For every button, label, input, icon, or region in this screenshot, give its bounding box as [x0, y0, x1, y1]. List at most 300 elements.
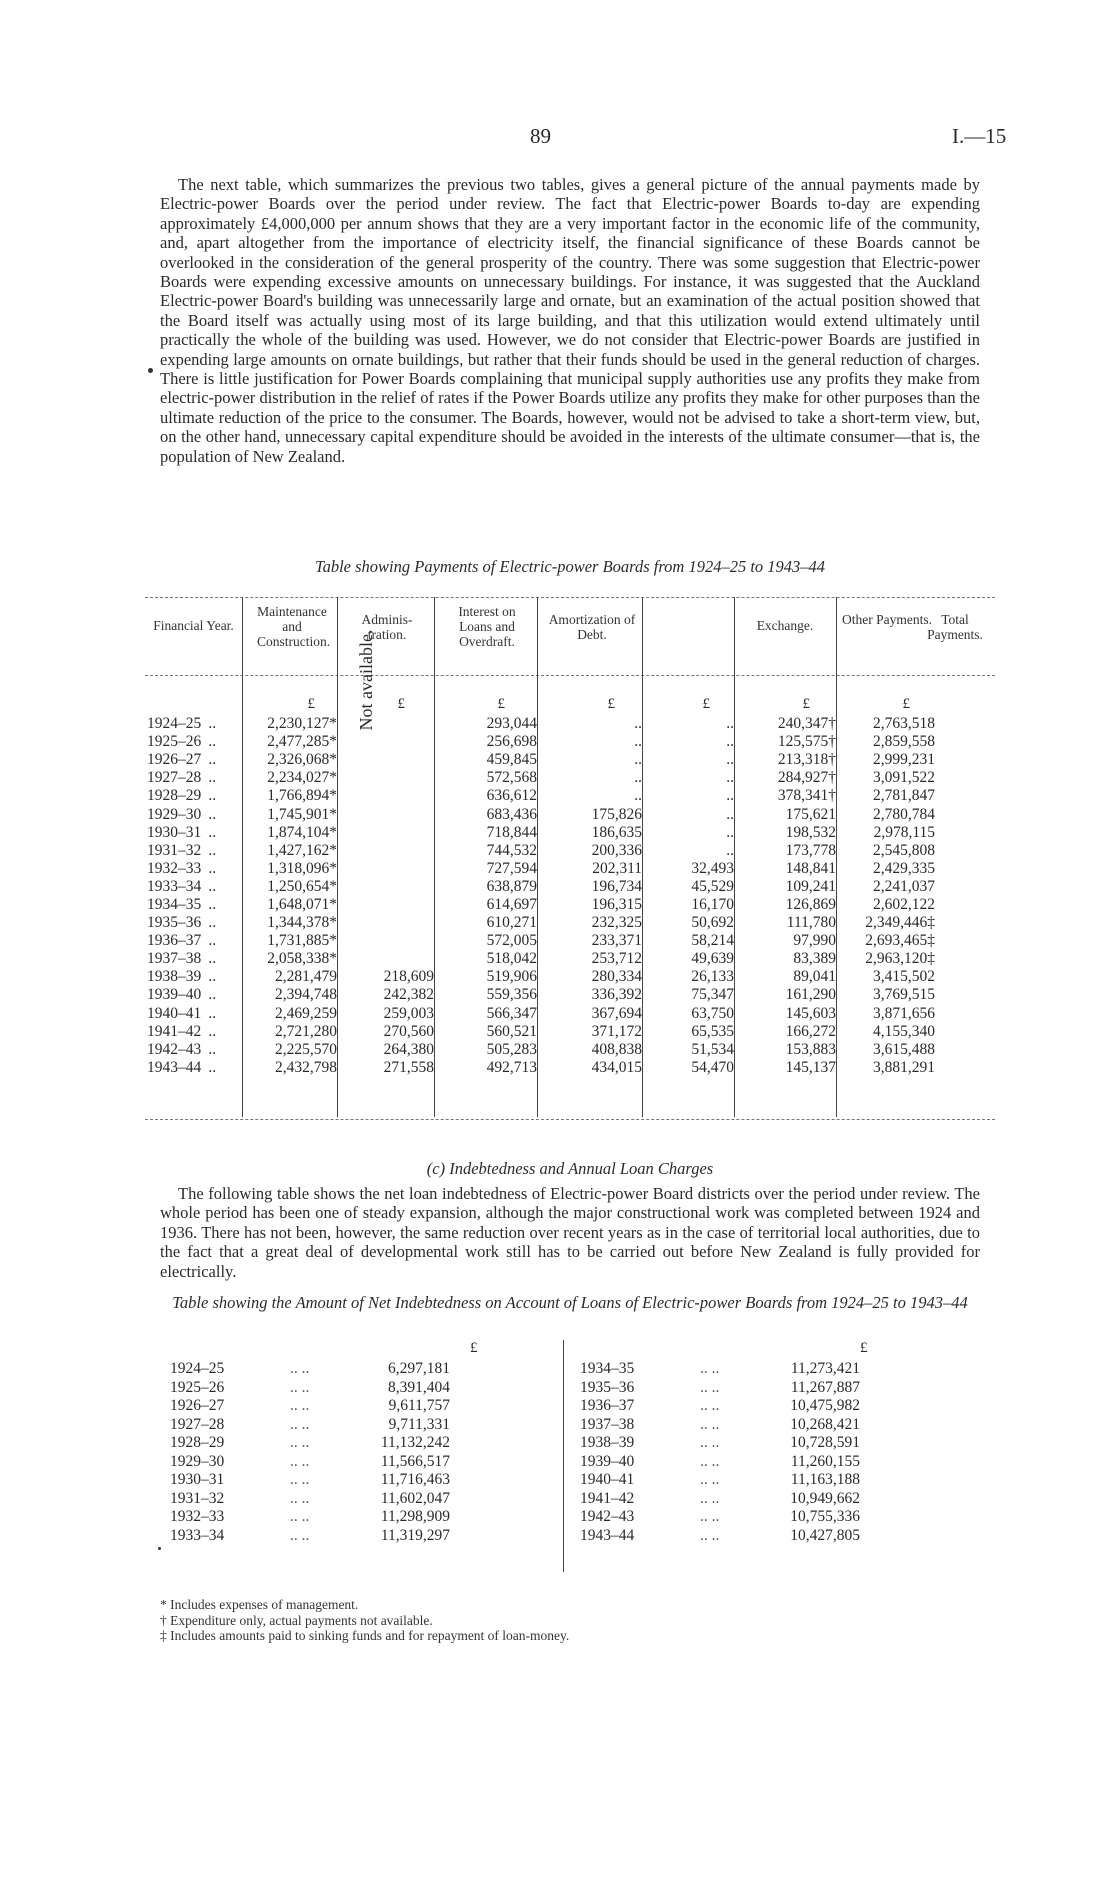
leader-dots: .. ..: [290, 1378, 310, 1396]
value-cell: 264,380: [383, 1040, 434, 1058]
value-cell: [337, 878, 434, 896]
year-cell: [145, 860, 242, 878]
value-cell: [337, 932, 434, 950]
value-cell: 2,230,127*: [267, 715, 337, 733]
value-cell: 242,382: [383, 986, 434, 1004]
year-label: 1924–25: [147, 715, 202, 733]
value-cell: 2,978,115: [873, 823, 935, 841]
value-cell: 2,241,037: [873, 877, 935, 895]
value-cell: 3,091,522: [873, 769, 935, 787]
table-row: [145, 932, 935, 950]
value-cell: 125,575†: [777, 733, 836, 751]
value-cell: 2,394,748: [275, 986, 337, 1004]
value-cell: 718,844: [486, 823, 537, 841]
value-cell: 371,172: [591, 1022, 642, 1040]
value-cell: 566,347: [486, 1004, 537, 1022]
value-cell: 109,241: [785, 877, 836, 895]
value-cell: 11,163,188: [790, 1471, 860, 1488]
value-cell: ..: [634, 787, 642, 805]
value-cell: 196,734: [591, 877, 642, 895]
table-row: [145, 715, 935, 733]
value-cell: ..: [726, 733, 734, 751]
value-cell: 240,347†: [777, 715, 836, 733]
year-cell: 1934–35: [580, 1360, 635, 1377]
table-row: [145, 968, 935, 986]
value-cell: 293,044: [486, 715, 537, 733]
value-cell: 2,693,465‡: [865, 932, 935, 950]
leader-dots: .. ..: [290, 1489, 310, 1507]
leader-dots: .. ..: [700, 1471, 720, 1488]
value-cell: ..: [634, 733, 642, 751]
year-cell: [145, 878, 242, 896]
value-cell: 1,648,071*: [267, 895, 337, 913]
value-cell: 253,712: [591, 950, 642, 968]
leader-dots: ..: [208, 895, 217, 913]
value-cell: 2,281,479: [275, 968, 337, 986]
leader-dots: .. ..: [700, 1452, 720, 1470]
value-cell: 89,041: [793, 968, 836, 986]
leader-dots: .. ..: [290, 1526, 310, 1544]
value-cell: 492,713: [486, 1058, 537, 1076]
value-cell: 145,137: [785, 1058, 836, 1076]
value-cell: 8,391,404: [388, 1378, 450, 1396]
leader-dots: ..: [208, 751, 217, 769]
table-row: [145, 842, 935, 860]
leader-dots: .. ..: [700, 1415, 720, 1433]
value-cell: 10,755,336: [790, 1508, 860, 1525]
table-row: [145, 824, 935, 842]
value-cell: 2,326,068*: [267, 751, 337, 769]
value-cell: 2,432,798: [275, 1058, 337, 1076]
value-cell: 505,283: [486, 1040, 537, 1058]
value-cell: 367,694: [591, 1004, 642, 1022]
value-cell: 10,475,982: [790, 1397, 860, 1414]
year-cell: 1935–36: [580, 1378, 635, 1396]
value-cell: 378,341†: [777, 787, 836, 805]
value-cell: 1,427,162*: [267, 841, 337, 859]
year-cell: 1938–39: [580, 1434, 635, 1451]
year-cell: 1927–28: [170, 1415, 225, 1433]
table-row: [170, 1527, 450, 1546]
year-label: 1933–34: [147, 877, 202, 895]
leader-dots: ..: [208, 1058, 217, 1076]
value-cell: 3,415,502: [873, 968, 935, 986]
table-row: [170, 1490, 450, 1509]
leader-dots: ..: [208, 787, 217, 805]
year-cell: 1937–38: [580, 1415, 635, 1433]
payments-table: [145, 592, 995, 1127]
value-cell: [337, 824, 434, 842]
table-row: [580, 1490, 860, 1509]
value-cell: 10,949,662: [790, 1489, 860, 1507]
value-cell: 2,859,558: [873, 733, 935, 751]
value-cell: 636,612: [486, 787, 537, 805]
year-cell: 1932–33: [170, 1508, 225, 1525]
value-cell: 1,731,885*: [267, 932, 337, 950]
leader-dots: .. ..: [700, 1434, 720, 1451]
table-bottom-rule: [145, 1119, 995, 1120]
value-cell: 196,315: [591, 895, 642, 913]
table-row: [145, 860, 935, 878]
leader-dots: ..: [208, 1040, 217, 1058]
table-row: [170, 1397, 450, 1416]
value-cell: 10,268,421: [790, 1415, 860, 1433]
value-cell: 6,297,181: [388, 1360, 450, 1377]
footnotes: [160, 1597, 569, 1644]
leader-dots: .. ..: [290, 1452, 310, 1470]
year-cell: 1943–44: [580, 1526, 635, 1544]
value-cell: 2,963,120‡: [865, 950, 935, 968]
value-cell: ..: [726, 715, 734, 733]
year-cell: 1929–30: [170, 1452, 225, 1470]
header-interest: Interest on Loans and Overdraft.: [458, 604, 516, 649]
leader-dots: .. ..: [290, 1360, 310, 1377]
value-cell: ..: [726, 751, 734, 769]
leader-dots: .. ..: [290, 1471, 310, 1488]
table-row: [580, 1508, 860, 1527]
table-row: [170, 1360, 450, 1379]
value-cell: 3,615,488: [873, 1040, 935, 1058]
table-row: [170, 1416, 450, 1435]
year-label: 1942–43: [147, 1040, 202, 1058]
leader-dots: .. ..: [700, 1526, 720, 1544]
value-cell: 1,745,901*: [267, 805, 337, 823]
table-top-rule: [145, 597, 995, 598]
header-administration: Adminis-tration.: [361, 612, 413, 642]
leader-dots: ..: [208, 914, 217, 932]
value-cell: 75,347: [691, 986, 734, 1004]
value-cell: 11,566,517: [380, 1452, 450, 1470]
value-cell: 50,692: [691, 914, 734, 932]
value-cell: [337, 950, 434, 968]
value-cell: 10,427,805: [790, 1526, 860, 1544]
value-cell: 153,883: [785, 1040, 836, 1058]
value-cell: 2,058,338*: [267, 950, 337, 968]
value-cell: ..: [726, 823, 734, 841]
value-cell: 161,290: [785, 986, 836, 1004]
value-cell: 744,532: [486, 841, 537, 859]
table-row: [145, 1059, 935, 1077]
year-cell: 1933–34: [170, 1526, 225, 1544]
leader-dots: ..: [208, 1022, 217, 1040]
header-exchange: Exchange.: [756, 618, 814, 633]
value-cell: 610,271: [486, 914, 537, 932]
value-cell: 233,371: [591, 932, 642, 950]
value-cell: 4,155,340: [873, 1022, 935, 1040]
value-cell: 9,711,331: [388, 1415, 450, 1433]
indebtedness-paragraph: The following table shows the net loan indebtedness of Electric-power Board districts over the period under review. The whole period has been one of steady expansion, although the major constructional work was completed between 1924 and 1936. There has not been, however, the same reduction over recent years as in the case of territorial local authorities, due to the fact that a great deal of developmental work still has to be carried out before New Zealand is fully provided for electrically.: [160, 1184, 980, 1281]
unit-symbol: £: [802, 696, 810, 712]
value-cell: ..: [634, 769, 642, 787]
unit-symbol: £: [497, 696, 505, 712]
value-cell: 572,568: [486, 769, 537, 787]
value-cell: 9,611,757: [388, 1397, 450, 1414]
value-cell: 518,042: [486, 950, 537, 968]
value-cell: 336,392: [591, 986, 642, 1004]
value-cell: ..: [726, 787, 734, 805]
year-cell: [145, 805, 242, 823]
year-cell: 1926–27: [170, 1397, 225, 1414]
footnote: * Includes expenses of management.: [160, 1597, 359, 1612]
year-cell: 1941–42: [580, 1489, 635, 1507]
unit-symbol: £: [470, 1340, 478, 1356]
value-cell: 2,469,259: [275, 1004, 337, 1022]
leader-dots: .. ..: [290, 1508, 310, 1525]
table-row: [580, 1397, 860, 1416]
value-cell: 175,826: [591, 805, 642, 823]
value-cell: ..: [726, 841, 734, 859]
year-cell: [145, 932, 242, 950]
value-cell: 186,635: [591, 823, 642, 841]
year-label: 1932–33: [147, 859, 202, 877]
value-cell: 270,560: [383, 1022, 434, 1040]
year-cell: 1925–26: [170, 1378, 225, 1396]
value-cell: 2,999,231: [873, 751, 935, 769]
value-cell: 51,534: [691, 1040, 734, 1058]
year-cell: [145, 1023, 242, 1041]
payments-table-caption: Table showing Payments of Electric-power Boards from 1924–25 to 1943–44: [314, 557, 826, 576]
value-cell: 408,838: [591, 1040, 642, 1058]
value-cell: 198,532: [785, 823, 836, 841]
leader-dots: .. ..: [700, 1508, 720, 1525]
value-cell: 2,349,446‡: [865, 914, 935, 932]
value-cell: 2,429,335: [873, 859, 935, 877]
value-cell: ..: [726, 769, 734, 787]
value-cell: 218,609: [383, 968, 434, 986]
unit-symbol: £: [902, 696, 910, 712]
table-row: [580, 1434, 860, 1453]
year-cell: 1930–31: [170, 1471, 225, 1488]
table-row: [580, 1379, 860, 1398]
indebtedness-table: [170, 1340, 910, 1580]
year-cell: [145, 787, 242, 805]
table-row: [580, 1360, 860, 1379]
year-cell: 1940–41: [580, 1471, 635, 1488]
indebtedness-table-caption: Table showing the Amount of Net Indebtedness on Account of Loans of Electric-power Boards from 1924–25 to 1943–44: [172, 1293, 968, 1312]
value-cell: 26,133: [691, 968, 734, 986]
year-label: 1939–40: [147, 986, 202, 1004]
leader-dots: .. ..: [700, 1397, 720, 1414]
value-cell: 2,234,027*: [267, 769, 337, 787]
leader-dots: .. ..: [700, 1360, 720, 1377]
leader-dots: ..: [208, 733, 217, 751]
value-cell: [337, 842, 434, 860]
year-label: 1937–38: [147, 950, 202, 968]
year-cell: [145, 769, 242, 787]
year-cell: 1942–43: [580, 1508, 635, 1525]
value-cell: ..: [634, 715, 642, 733]
leader-dots: .. ..: [290, 1434, 310, 1451]
value-cell: 173,778: [785, 841, 836, 859]
leader-dots: .. ..: [700, 1378, 720, 1396]
value-cell: 1,766,894*: [267, 787, 337, 805]
year-label: 1925–26: [147, 733, 202, 751]
value-cell: [337, 769, 434, 787]
table-row: [145, 733, 935, 751]
value-cell: 560,521: [486, 1022, 537, 1040]
leader-dots: .. ..: [290, 1415, 310, 1433]
section-heading: (c) Indebtedness and Annual Loan Charges: [426, 1159, 714, 1178]
value-cell: 280,334: [591, 968, 642, 986]
table-row: [170, 1434, 450, 1453]
value-cell: 1,344,378*: [267, 914, 337, 932]
leader-dots: ..: [208, 1004, 217, 1022]
value-cell: ..: [634, 751, 642, 769]
value-cell: 126,869: [785, 895, 836, 913]
value-cell: 572,005: [486, 932, 537, 950]
year-cell: [145, 1059, 242, 1077]
payments-table-body: [145, 715, 935, 1077]
unit-symbol: £: [702, 696, 710, 712]
year-cell: 1924–25: [170, 1360, 225, 1377]
value-cell: 97,990: [793, 932, 836, 950]
value-cell: 559,356: [486, 986, 537, 1004]
value-cell: 2,721,280: [275, 1022, 337, 1040]
year-cell: [145, 842, 242, 860]
table-row: [580, 1416, 860, 1435]
margin-bullet: [158, 1547, 161, 1550]
table-row: [145, 769, 935, 787]
unit-symbol: £: [607, 696, 615, 712]
footnote: ‡ Includes amounts paid to sinking funds and for repayment of loan-money.: [160, 1628, 570, 1643]
value-cell: 1,874,104*: [267, 823, 337, 841]
value-cell: 63,750: [691, 1004, 734, 1022]
year-cell: [145, 914, 242, 932]
table-row: [170, 1453, 450, 1472]
value-cell: 727,594: [486, 859, 537, 877]
value-cell: 166,272: [785, 1022, 836, 1040]
value-cell: 2,781,847: [873, 787, 935, 805]
value-cell: 2,477,285*: [267, 733, 337, 751]
footnote: † Expenditure only, actual payments not available.: [160, 1612, 433, 1628]
value-cell: 58,214: [691, 932, 734, 950]
year-cell: 1936–37: [580, 1397, 635, 1414]
leader-dots: .. ..: [290, 1397, 310, 1414]
value-cell: 259,003: [383, 1004, 434, 1022]
leader-dots: ..: [208, 932, 217, 950]
value-cell: 1,318,096*: [267, 859, 337, 877]
column-divider: [563, 1340, 564, 1572]
year-cell: [145, 733, 242, 751]
value-cell: 3,769,515: [873, 986, 935, 1004]
value-cell: 10,728,591: [790, 1434, 860, 1451]
header-other-payments: Other Payments.: [842, 612, 932, 627]
value-cell: 284,927†: [777, 769, 836, 787]
table-row: [580, 1527, 860, 1546]
leader-dots: ..: [208, 877, 217, 895]
year-label: 1934–35: [147, 895, 202, 913]
value-cell: 2,225,570: [275, 1040, 337, 1058]
year-cell: [145, 1005, 242, 1023]
indebtedness-right-half: [580, 1360, 860, 1545]
value-cell: [337, 914, 434, 932]
value-cell: [337, 715, 434, 733]
intro-paragraph: The next table, which summarizes the previous two tables, gives a general picture of the annual payments made by Electric-power Boards over the period under review. The fact that Electric-power Boards to-day are expending approximately £4,000,000 per annum shows that they are a very important factor in the economic life of the community, and, apart altogether from the importance of electricity itself, the financial significance of these Boards cannot be overlooked in the consideration of the general prosperity of the country. There was some suggestion that Electric-power Boards were expending excessive amounts on unnecessary buildings. For instance, it was suggested that the Auckland Electric-power Board's building was unnecessarily large and ornate, but an examination of the actual position showed that the Board itself was actually using most of its large building, and that this utilization would extend ultimately until practically the whole of the building was used. However, we do not consider that Electric-power Boards are justified in expending large amounts on ornate buildings, but rather that their funds should be used in the general reduction of charges. There is little justification for Power Boards complaining that municipal supply authorities use any profits they make from electric-power distribution in the relief of rates if the Power Boards utilize any profits they make for other purposes than the ultimate reduction of the price to the consumer. The Boards, however, would not be advised to take a short-term view, but, on the other hand, unnecessary capital expenditure should be avoided in the interests of the ultimate consumer—that is, the population of New Zealand.: [160, 175, 980, 466]
value-cell: 45,529: [691, 877, 734, 895]
leader-dots: ..: [208, 859, 217, 877]
year-label: 1930–31: [147, 823, 202, 841]
value-cell: 11,273,421: [790, 1360, 860, 1377]
value-cell: 111,780: [786, 914, 836, 932]
document-reference: I.—15: [952, 124, 1007, 148]
value-cell: 65,535: [691, 1022, 734, 1040]
unit-symbol: £: [397, 696, 405, 712]
value-cell: 11,132,242: [380, 1434, 450, 1451]
year-label: 1929–30: [147, 805, 202, 823]
table-row: [145, 986, 935, 1004]
page-number: 89: [530, 124, 551, 148]
value-cell: 2,545,808: [873, 841, 935, 859]
year-cell: 1928–29: [170, 1434, 225, 1451]
leader-dots: ..: [208, 841, 217, 859]
table-row: [145, 787, 935, 805]
value-cell: 232,325: [591, 914, 642, 932]
year-label: 1936–37: [147, 932, 202, 950]
indebtedness-left-half: [170, 1360, 450, 1545]
value-cell: 200,336: [591, 841, 642, 859]
unit-symbol: £: [307, 696, 315, 712]
year-cell: 1931–32: [170, 1489, 225, 1507]
table-row: [145, 1005, 935, 1023]
value-cell: 32,493: [691, 859, 734, 877]
margin-bullet: [148, 368, 153, 373]
table-row: [145, 878, 935, 896]
value-cell: 11,602,047: [380, 1489, 450, 1507]
table-row: [580, 1453, 860, 1472]
table-row: [170, 1379, 450, 1398]
year-cell: [145, 824, 242, 842]
value-cell: 83,389: [793, 950, 836, 968]
year-cell: [145, 715, 242, 733]
table-row: [145, 1023, 935, 1041]
header-rule: [145, 675, 995, 676]
value-cell: 148,841: [785, 859, 836, 877]
value-cell: 434,015: [591, 1058, 642, 1076]
leader-dots: ..: [208, 823, 217, 841]
unit-symbol: £: [860, 1340, 868, 1356]
value-cell: 54,470: [691, 1058, 734, 1076]
value-cell: 11,298,909: [380, 1508, 450, 1525]
year-label: 1940–41: [147, 1004, 202, 1022]
value-cell: 459,845: [486, 751, 537, 769]
year-label: 1935–36: [147, 914, 202, 932]
value-cell: 2,763,518: [873, 715, 935, 733]
header-total-payments: Total Payments.: [927, 612, 983, 642]
value-cell: 145,603: [785, 1004, 836, 1022]
value-cell: 11,319,297: [380, 1526, 450, 1544]
year-cell: [145, 1041, 242, 1059]
leader-dots: ..: [208, 769, 217, 787]
leader-dots: .. ..: [700, 1489, 720, 1507]
table-row: [170, 1471, 450, 1490]
not-available-label: Not available.: [356, 629, 376, 731]
year-label: 1941–42: [147, 1022, 202, 1040]
year-cell: [145, 986, 242, 1004]
value-cell: 3,881,291: [873, 1058, 935, 1076]
leader-dots: ..: [208, 950, 217, 968]
table-row: [145, 896, 935, 914]
value-cell: 11,716,463: [380, 1471, 450, 1488]
value-cell: 519,906: [486, 968, 537, 986]
value-cell: 683,436: [486, 805, 537, 823]
table-row: [145, 751, 935, 769]
value-cell: [337, 787, 434, 805]
year-cell: 1939–40: [580, 1452, 635, 1470]
table-row: [580, 1471, 860, 1490]
value-cell: [337, 733, 434, 751]
value-cell: 638,879: [486, 877, 537, 895]
value-cell: 175,621: [785, 805, 836, 823]
